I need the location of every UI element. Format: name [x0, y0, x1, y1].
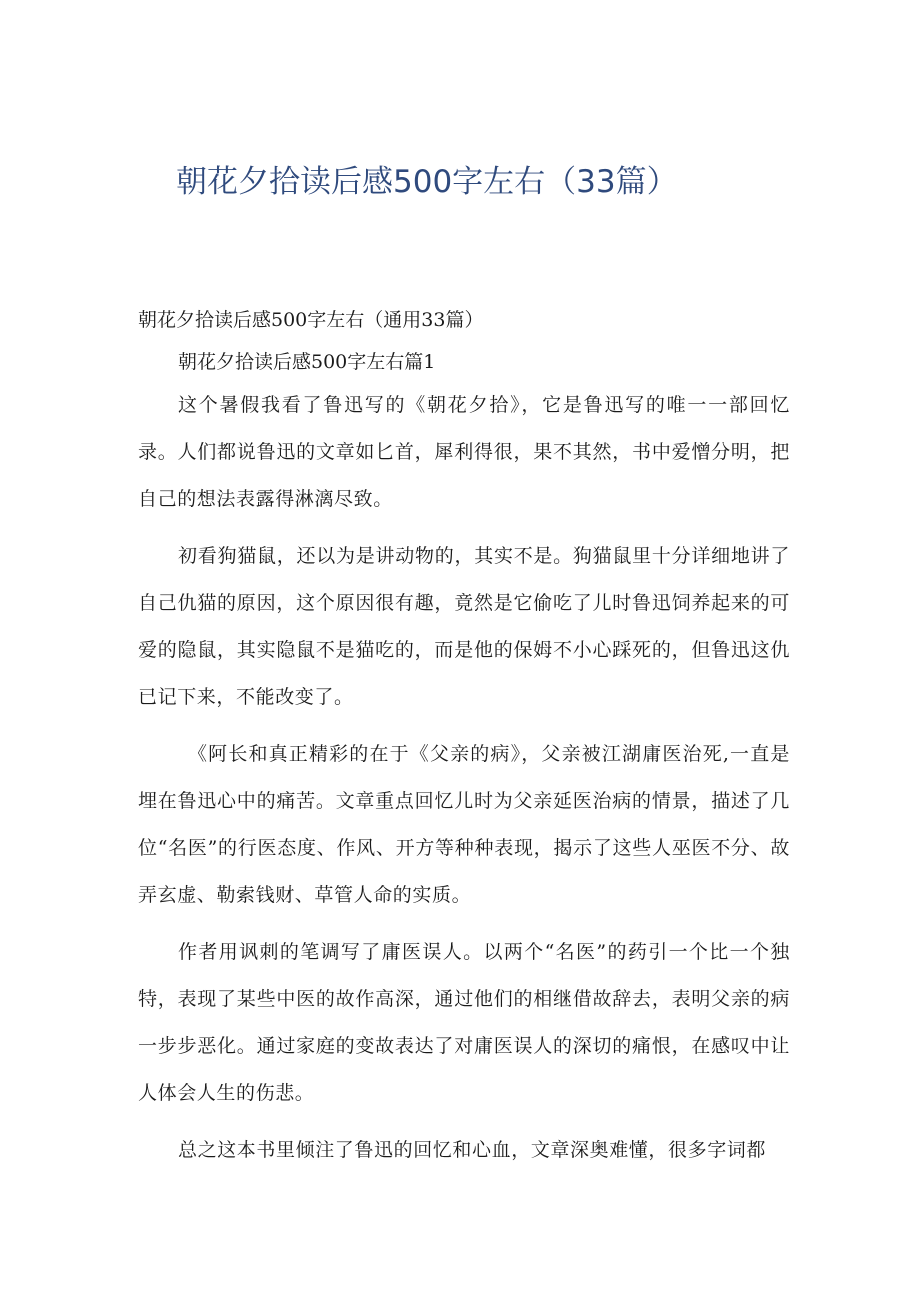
document-subtitle: 朝花夕拾读后感500字左右（通用33篇）: [138, 309, 484, 331]
paragraph-2: 初看狗猫鼠，还以为是讲动物的，其实不是。狗猫鼠里十分详细地讲了自己仇猫的原因，这个原因很有趣，竟然是它偷吃了儿时鲁迅饲养起来的可爱的隐鼠，其实隐鼠不是猫吃的，而是他的保姆不小心踩死的，但鲁迅这仇已记下来，不能改变了。: [138, 545, 790, 708]
paragraph-4: 作者用讽刺的笔调写了庸医误人。以两个“名医”的药引一个比一个独特，表现了某些中医的故作高深，通过他们的相继借故辞去，表明父亲的病一步步恶化。通过家庭的变故表达了对庸医误人的深切的痛恨，在感叹中让人体会人生的伤悲。: [138, 941, 790, 1104]
paragraph-1: 这个暑假我看了鲁迅写的《朝花夕拾》，它是鲁迅写的唯一一部回忆录。人们都说鲁迅的文章如匕首，犀利得很，果不其然，书中爱憎分明，把自己的想法表露得淋漓尽致。: [138, 394, 790, 510]
paragraph-3: 《阿长和真正精彩的在于《父亲的病》，父亲被江湖庸医治死,一直是埋在鲁迅心中的痛苦。文章重点回忆儿时为父亲延医治病的情景，描述了几位“名医”的行医态度、作风、开方等种种表现，揭示了这些人巫医不分、故弄玄虚、勒索钱财、草管人命的实质。: [138, 743, 790, 906]
section-heading: 朝花夕拾读后感500字左右篇1: [178, 351, 436, 373]
document-title: 朝花夕拾读后感500字左右（33篇）: [176, 164, 678, 200]
paragraph-5: 总之这本书里倾注了鲁迅的回忆和心血，文章深奥难懂，很多字词都: [178, 1139, 767, 1161]
document-body: [138, 308, 790, 1174]
